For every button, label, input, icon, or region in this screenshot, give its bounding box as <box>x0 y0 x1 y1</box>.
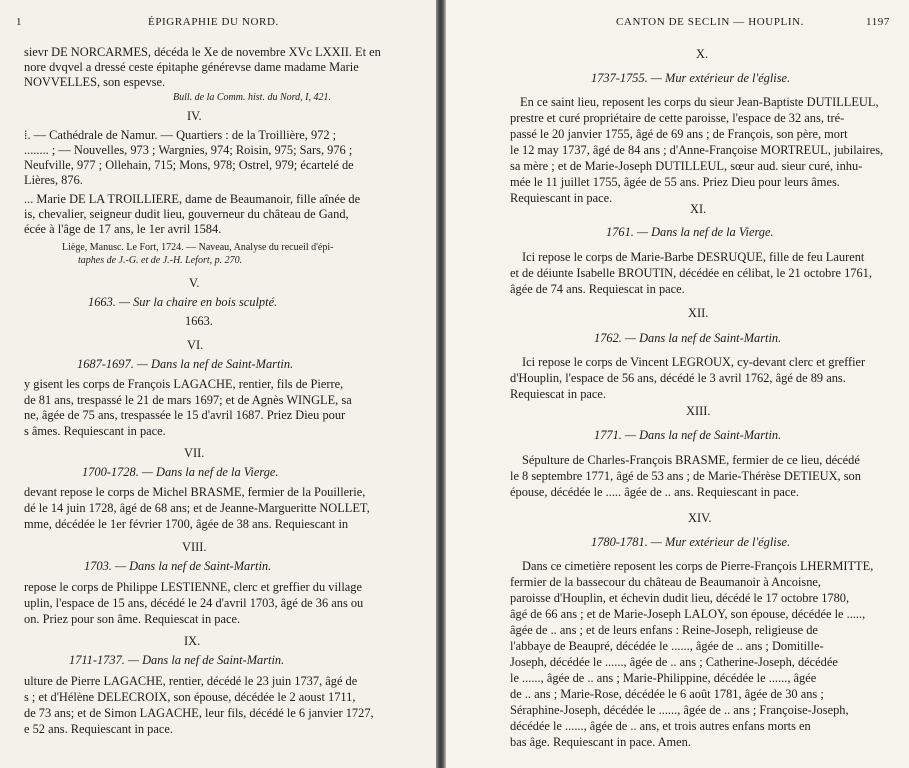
section-heading: 1663. — Sur la chaire en bois sculpté. <box>88 295 278 309</box>
text-line: fermier de la bassecour du château de Beaumanoir à Ancoisne, <box>510 575 822 589</box>
text-line: NOVVELLES, son espevse. <box>24 75 166 89</box>
section-heading: 1761. — Dans la nef de la Vierge. <box>606 225 774 239</box>
text-line: de .. ans ; Marie-Rose, décédée le 6 août 1781, âgée de 30 ans ; <box>510 687 824 701</box>
source-citation: Liège, Manusc. Le Fort, 1724. — Naveau, Analyse du recueil d'épi- <box>62 242 334 253</box>
running-head-left: ÉPIGRAPHIE DU NORD. <box>148 16 279 28</box>
running-head-right: CANTON DE SECLIN — HOUPLIN. <box>616 16 805 28</box>
text-line: écée à l'âge de 17 ans, le 1er avril 1584. <box>24 222 222 236</box>
text-line: ne, âgée de 75 ans, trespassée le 15 d'avril 1687. Priez Dieu pour <box>24 408 346 422</box>
section-numeral: V. <box>189 276 200 290</box>
section-numeral: X. <box>696 47 709 61</box>
book-gutter <box>436 0 446 768</box>
text-line: le ......, âgée de .. ans ; Marie-Philippine, décédée le ......, âgée <box>510 671 817 685</box>
text-line: 1663. <box>185 314 213 328</box>
source-citation: taphes de J.-G. et de J.-H. Lefort, p. 270. <box>78 255 243 266</box>
section-heading: 1771. — Dans la nef de Saint-Martin. <box>594 428 782 442</box>
text-line: de 81 ans, trespassé le 21 de mars 1697; et de Agnès WINGLE, sa <box>24 393 352 407</box>
section-heading: 1762. — Dans la nef de Saint-Martin. <box>594 331 782 345</box>
section-numeral: XIII. <box>686 404 711 418</box>
page-number-left: 1 <box>16 16 23 28</box>
text-line: le 8 septembre 1771, âgé de 53 ans ; de Marie-Thérèse DETIEUX, son <box>510 469 861 483</box>
text-line: repose le corps de Philippe LESTIENNE, clerc et greffier du village <box>24 580 362 594</box>
text-line: Requiescat in pace. <box>510 387 606 401</box>
section-heading: 1711-1737. — Dans la nef de Saint-Martin. <box>69 653 285 667</box>
section-numeral: VII. <box>184 446 205 460</box>
left-page <box>0 0 436 768</box>
section-numeral: XIV. <box>688 511 712 525</box>
text-line: l'abbaye de Beaupré, décédée le ......, âgée de .. ans ; Domitille- <box>510 639 824 653</box>
text-line: y gisent les corps de François LAGACHE, rentier, fils de Pierre, <box>24 377 344 391</box>
right-page <box>446 0 909 768</box>
text-line: ulture de Pierre LAGACHE, rentier, décédé le 23 juin 1737, âgé de <box>24 674 358 688</box>
text-line: Dans ce cimetière reposent les corps de Pierre-François LHERMITTE, <box>522 559 874 573</box>
section-heading: 1780-1781. — Mur extérieur de l'église. <box>591 535 791 549</box>
section-numeral: VIII. <box>182 540 207 554</box>
text-line: ... Marie DE LA TROILLIERE, dame de Beaumanoir, fille aînée de <box>24 192 361 206</box>
text-line: Joseph, décédée le ......, âgée de .. ans ; Catherine-Joseph, décédée <box>510 655 838 669</box>
text-line: et de déiunte Isabelle BROUTIN, décédée en célibat, le 21 octobre 1761, <box>510 266 872 280</box>
text-line: s âmes. Requiescant in pace. <box>24 424 166 438</box>
text-line: de 73 ans; et de Simon LAGACHE, leur fils, décédé le 6 janvier 1727, <box>24 706 374 720</box>
text-line: ........ ; — Nouvelles, 973 ; Wargnies, 974; Roisin, 975; Sars, 976 ; <box>24 143 353 157</box>
text-line: le 12 may 1737, âgé de 84 ans ; d'Anne-Françoise MORTREUL, jubilaires, <box>510 143 884 157</box>
text-line: on. Priez pour son âme. Requiescat in pace. <box>24 612 241 626</box>
text-line: uplin, l'espace de 15 ans, décédé le 24 d'avril 1703, âgé de 36 ans ou <box>24 596 364 610</box>
text-line: Ici repose le corps de Vincent LEGROUX, cy-devant clerc et greffier <box>522 355 866 369</box>
section-heading: 1687-1697. — Dans la nef de Saint-Martin. <box>77 357 294 371</box>
text-line: devant repose le corps de Michel BRASME, fermier de la Pouillerie, <box>24 485 366 499</box>
text-line: bas âge. Requiescant in pace. Amen. <box>510 735 691 749</box>
text-line: épouse, décédée le ..... âgée de .. ans. Requiescant in pace. <box>510 485 799 499</box>
text-line: nore dvqvel a dressé ceste épitaphe générevse dame madame Marie <box>24 60 359 74</box>
text-line: Neufville, 977 ; Ollehain, 715; Mons, 978; Ostrel, 979; écartelé de <box>24 158 354 172</box>
section-numeral: IX. <box>184 634 201 648</box>
text-line: sa mère ; et de Marie-Joseph DUTILLEUL, sœur aud. sieur curé, inhu- <box>510 159 863 173</box>
section-heading: 1703. — Dans la nef de Saint-Martin. <box>84 559 272 573</box>
text-line: âgée de .. ans ; et de leurs enfans : Reine-Joseph, religieuse de <box>510 623 818 637</box>
text-line: d'Houplin, l'espace de 56 ans, décédé le 3 avril 1762, âgé de 89 ans. <box>510 371 846 385</box>
text-line: prestre et curé propriétaire de cette paroisse, l'espace de 32 ans, tré- <box>510 111 845 125</box>
text-line: mée le 11 juillet 1755, âgée de 55 ans. Priez Dieu pour leurs âmes. <box>510 175 840 189</box>
section-numeral: IV. <box>187 109 202 123</box>
text-line: sievr DE NORCARMES, décéda le Xe de novembre XVc LXXII. Et en <box>24 45 381 59</box>
text-line: s ; et d'Hélène DELECROIX, son épouse, décédée le 2 aoust 1711, <box>24 690 356 704</box>
text-line: Séraphine-Joseph, décédée le ......, âgée de .. ans ; Françoise-Joseph, <box>510 703 849 717</box>
section-numeral: XI. <box>690 202 707 216</box>
source-citation: Bull. de la Comm. hist. du Nord, I, 421. <box>173 92 331 103</box>
text-line: Lières, 876. <box>24 173 83 187</box>
section-numeral: XII. <box>688 306 709 320</box>
section-heading: 1700-1728. — Dans la nef de la Vierge. <box>82 465 279 479</box>
text-line: Sépulture de Charles-François BRASME, fermier de ce lieu, décédé <box>522 453 860 467</box>
page-number-right: 1197 <box>866 16 890 28</box>
text-line: Requiescant in pace. <box>510 191 613 205</box>
text-line: passé le 20 janvier 1755, âgé de 69 ans ; de François, son père, mort <box>510 127 848 141</box>
text-line: décédée le ......, âgée de .. ans, et trois autres enfans morts en <box>510 719 811 733</box>
text-line: âgée de 74 ans. Requiescat in pace. <box>510 282 685 296</box>
section-heading: 1737-1755. — Mur extérieur de l'église. <box>591 71 791 85</box>
text-line: dé le 14 juin 1728, âgé de 68 ans; et de Jeanne-Margueritte NOLLET, <box>24 501 370 515</box>
text-line: mme, décédée le 1er février 1700, âgée de 38 ans. Requiescant in <box>24 517 349 531</box>
text-line: âgé de 66 ans ; et de Marie-Joseph LALOY, son épouse, décédée le ....., <box>510 607 866 621</box>
text-line: En ce saint lieu, reposent les corps du sieur Jean-Baptiste DUTILLEUL, <box>520 95 879 109</box>
text-line: e 52 ans. Requiescant in pace. <box>24 722 173 736</box>
text-line: paroisse d'Houplin, et échevin dudit lieu, décédé le 17 octobre 1780, <box>510 591 850 605</box>
text-line: Ici repose le corps de Marie-Barbe DESRUQUE, fille de feu Laurent <box>522 250 865 264</box>
section-numeral: VI. <box>187 338 204 352</box>
text-line: ⁞. — Cathédrale de Namur. — Quartiers : de la Troillière, 972 ; <box>24 128 337 142</box>
text-line: is, chevalier, seigneur dudit lieu, gouverneur du château de Gand, <box>24 207 349 221</box>
